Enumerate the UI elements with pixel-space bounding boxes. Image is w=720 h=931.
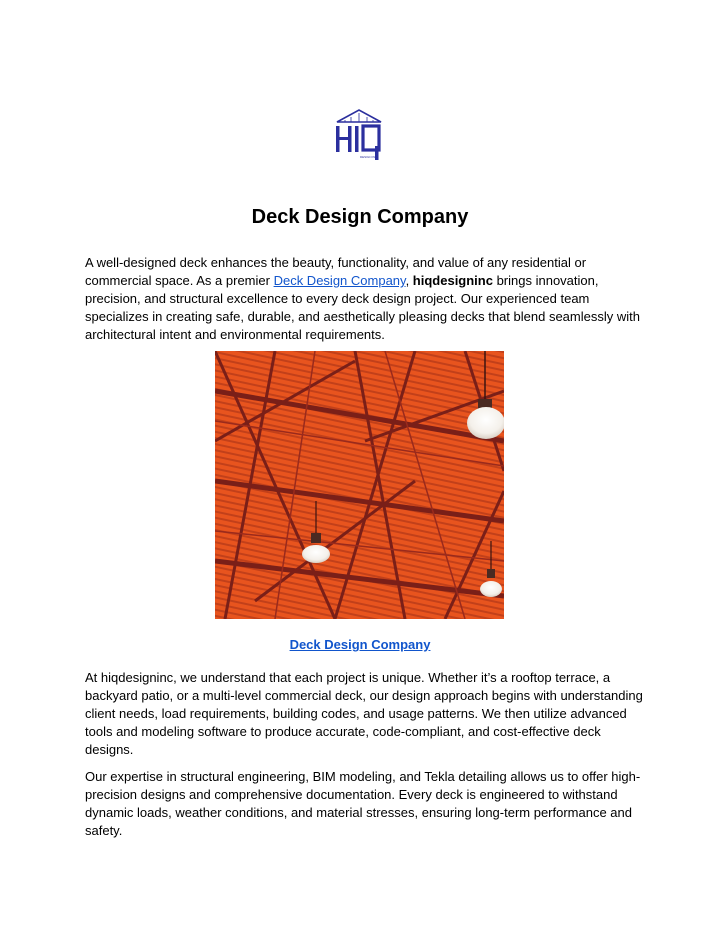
deck-design-company-link[interactable]: Deck Design Company [273, 273, 406, 288]
logo-small-text: DESIGN INC [360, 155, 378, 159]
brand-name: hiqdesigninc [412, 273, 493, 288]
expertise-paragraph: Our expertise in structural engineering, BIM modeling, and Tekla detailing allows us to offer high-precision designs and comprehensive documentation. Every deck is engineered to withstand dynamic loads, weather conditions, and material stresses, ensuring long-term performance and safety. [85, 769, 641, 838]
approach-paragraph: At hiqdesigninc, we understand that each project is unique. Whether it’s a rooftop terrace, a backyard patio, or a multi-level commercial deck, our design approach begins with understanding client needs, load requirements, building codes, and usage patterns. We then utilize advanced tools and modeling software to produce accurate, code-compliant, and cost-effective deck designs. [85, 670, 643, 757]
intro-comma: , [405, 273, 413, 288]
page-title: Deck Design Company [251, 206, 469, 228]
intro-paragraph [85, 254, 645, 344]
image-caption [0, 637, 720, 652]
intro-text-before-link: A well-designed deck enhances the beauty, functionality, and value of any residential or commercial space. As a premier [85, 255, 587, 288]
roof-deck-image [215, 351, 504, 619]
hiq-logo-icon [331, 108, 387, 164]
caption-deck-design-company-link[interactable]: Deck Design Company [289, 637, 431, 652]
intro-text-after-brand: brings innovation, precision, and structural excellence to every deck design project. Our experienced team specializes in creating safe, durable, and aesthetically pleasing decks that blend seamlessly with architectural intent and environmental requirements. [85, 273, 640, 342]
roof-deck-photo [215, 351, 504, 619]
company-logo [331, 108, 387, 164]
